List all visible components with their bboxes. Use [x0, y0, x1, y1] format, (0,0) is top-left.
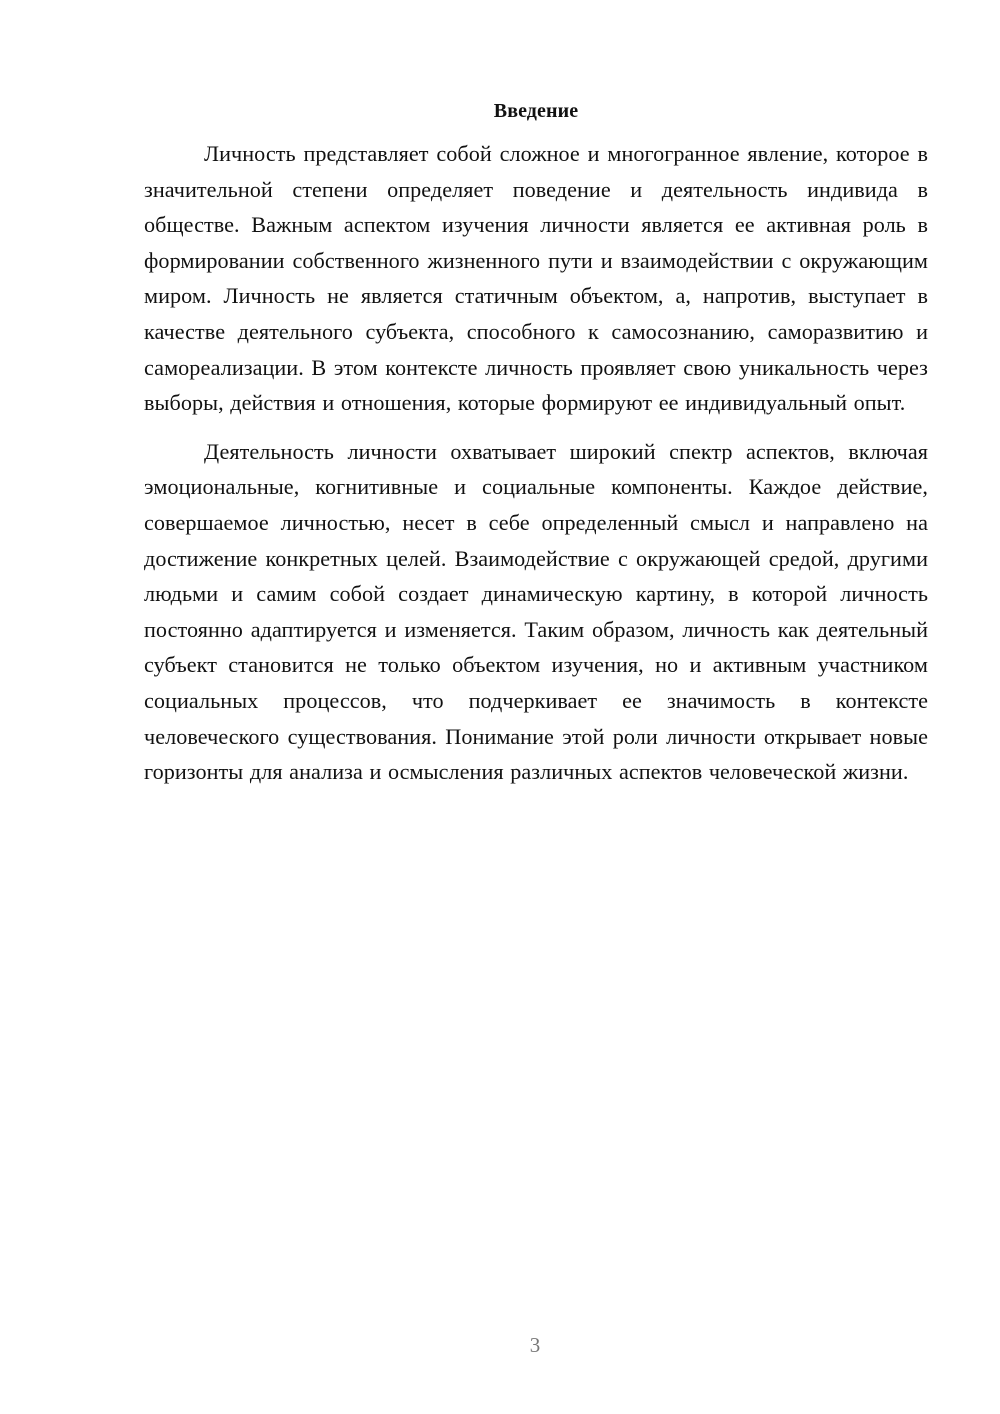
page-number: 3	[529, 1333, 541, 1357]
body-paragraph-2: Деятельность личности охватывает широкий спектр аспектов, включая эмоциональные, когнитивные и социальные компоненты. Каждое действие, совершаемое личностью, несет в себе определенный смысл и направлено на достижение конкретных целей. Взаимодействие с окружающей средой, другими людьми и самим собой создает динамическую картину, в которой личность постоянно адаптируется и изменяется. Таким образом, личность как деятельный субъект становится не только объектом изучения, но и активным участником социальных процессов, что подчеркивает ее значимость в контексте человеческого существования. Понимание этой роли личности открывает новые горизонты для анализа и осмысления различных аспектов человеческой жизни.	[144, 438, 928, 785]
section-heading: Введение	[493, 100, 579, 122]
body-paragraph-1: Личность представляет собой сложное и многогранное явление, которое в значительной степени определяет поведение и деятельность индивида в обществе. Важным аспектом изучения личности является ее активная роль в формировании собственного жизненного пути и взаимодействии с окружающим миром. Личность не является статичным объектом, а, напротив, выступает в качестве деятельного субъекта, способного к самосознанию, саморазвитию и самореализации. В этом контексте личность проявляет свою уникальность через выборы, действия и отношения, которые формируют ее индивидуальный опыт.	[144, 141, 928, 416]
page-content	[144, 96, 928, 790]
